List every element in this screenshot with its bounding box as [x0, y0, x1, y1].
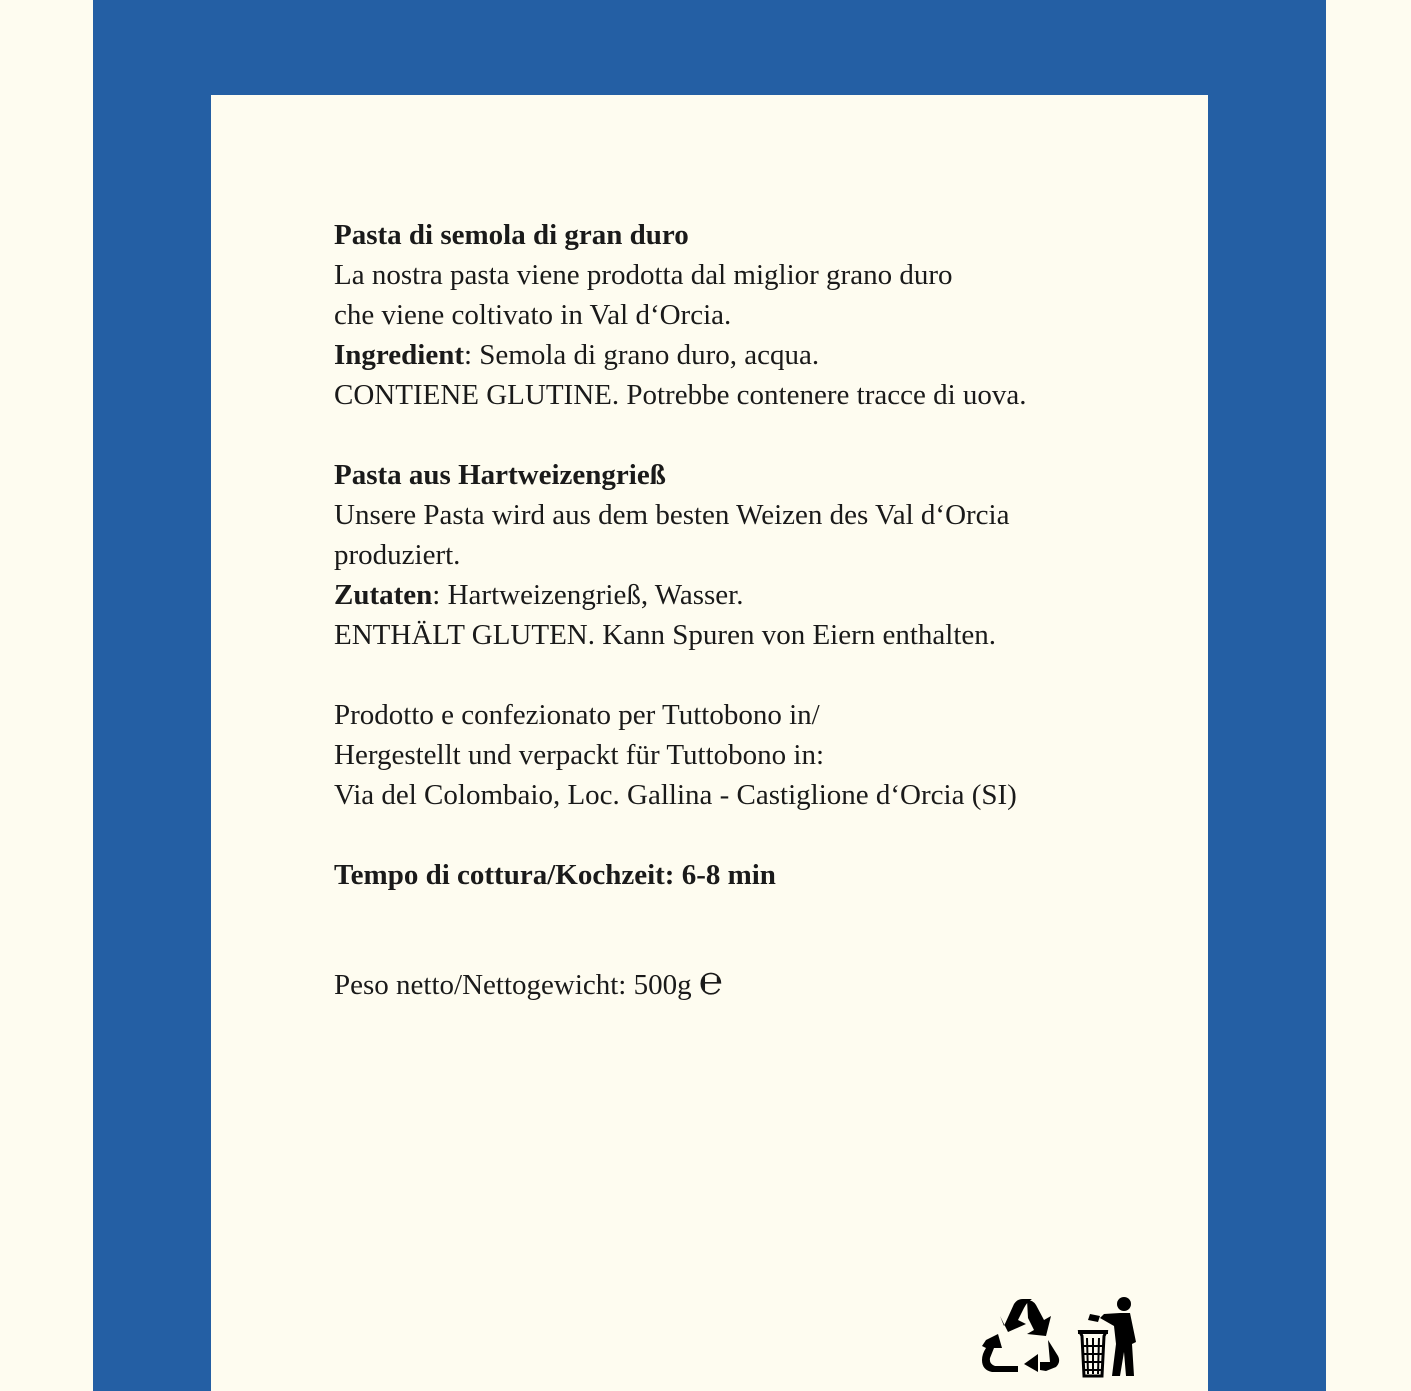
de-ingredients	[334, 575, 1194, 615]
recycle-icon	[980, 1296, 1062, 1374]
de-ingredients-value: : Hartweizengrieß, Wasser.	[432, 579, 744, 611]
de-ingredients-label: Zutaten	[334, 579, 433, 611]
net-weight-text: Peso netto/Nettogewicht: 500g	[334, 969, 692, 1001]
de-title: Pasta aus Hartweizengrieß	[334, 459, 666, 491]
tidyman-icon	[1076, 1296, 1142, 1378]
it-desc-line1: La nostra pasta viene prodotta dal miglior grano duro	[334, 259, 953, 291]
it-desc-line2: che viene coltivato in Val d‘Orcia.	[334, 299, 732, 331]
it-ingredients-label: Ingredient	[334, 339, 464, 371]
net-weight	[334, 958, 1194, 1005]
de-desc-line1: Unsere Pasta wird aus dem besten Weizen des Val d‘Orcia	[334, 499, 1010, 531]
it-allergens: CONTIENE GLUTINE. Potrebbe contenere tracce di uova.	[334, 379, 1027, 411]
producer-line1: Prodotto e confezionato per Tuttobono in/	[334, 699, 820, 731]
de-desc-line2: produziert.	[334, 539, 461, 571]
it-title: Pasta di semola di gran duro	[334, 219, 689, 251]
label-text	[334, 215, 1194, 1005]
disposal-icons	[980, 1296, 1145, 1376]
producer-address: Via del Colombaio, Loc. Gallina - Castiglione d‘Orcia (SI)	[334, 779, 1017, 811]
estimated-sign-icon: ℮	[698, 958, 723, 1003]
producer-line2: Hergestellt und verpackt für Tuttobono in:	[334, 739, 824, 771]
de-allergens: ENTHÄLT GLUTEN. Kann Spuren von Eiern enthalten.	[334, 619, 997, 651]
it-ingredients-value: : Semola di grano duro, acqua.	[463, 339, 820, 371]
cooking-time: Tempo di cottura/Kochzeit: 6-8 min	[334, 859, 776, 891]
it-ingredients	[334, 335, 1194, 375]
